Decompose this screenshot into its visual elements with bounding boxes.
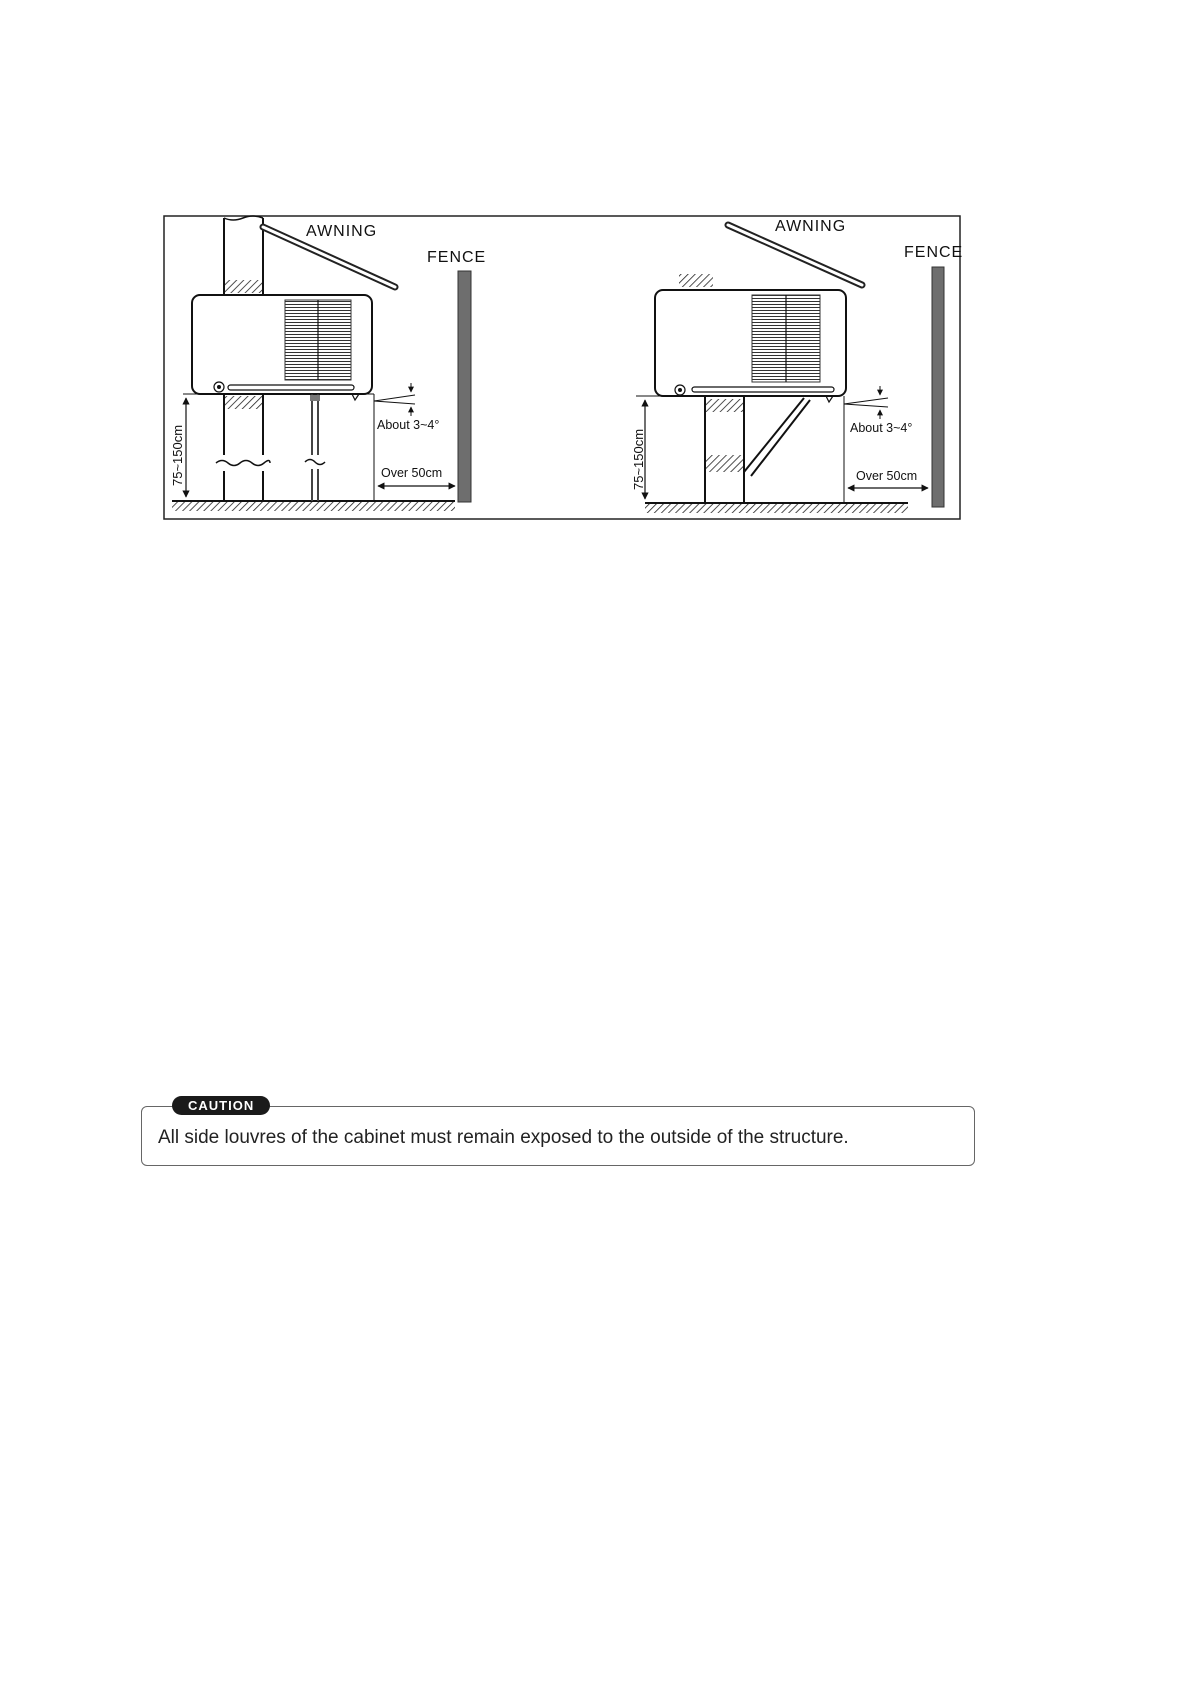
right-clearance-label: Over 50cm — [856, 469, 918, 483]
left-installation-figure — [170, 216, 486, 511]
right-height-label: 75~150cm — [631, 428, 646, 490]
right-bracket-brace — [744, 398, 804, 472]
left-ground-hatch — [172, 502, 455, 511]
caution-box — [141, 1098, 975, 1166]
left-height-label: 75~150cm — [170, 424, 185, 486]
right-installation-figure — [631, 218, 963, 513]
left-awning-label: AWNING — [306, 223, 378, 240]
caution-text: All side louvres of the cabinet must remain exposed to the outside of the structure. — [158, 1127, 849, 1148]
right-wall-stub — [679, 274, 713, 287]
right-ground-hatch — [645, 504, 908, 513]
right-post-hatch-mid — [706, 455, 743, 472]
right-fence-label: FENCE — [904, 244, 964, 261]
left-fence-label: FENCE — [427, 249, 487, 266]
right-post-hatch-top — [706, 399, 743, 412]
left-clearance-label: Over 50cm — [381, 466, 443, 480]
right-awning-label: AWNING — [775, 218, 847, 235]
caution-tag: CAUTION — [172, 1096, 270, 1115]
left-wall-hatch-bottom — [225, 396, 262, 409]
left-wall-hatch-top — [225, 280, 262, 293]
right-fence — [932, 267, 944, 507]
left-tilt-label: About 3~4° — [377, 418, 440, 432]
left-fence — [458, 271, 471, 502]
right-tilt-label: About 3~4° — [850, 421, 913, 435]
